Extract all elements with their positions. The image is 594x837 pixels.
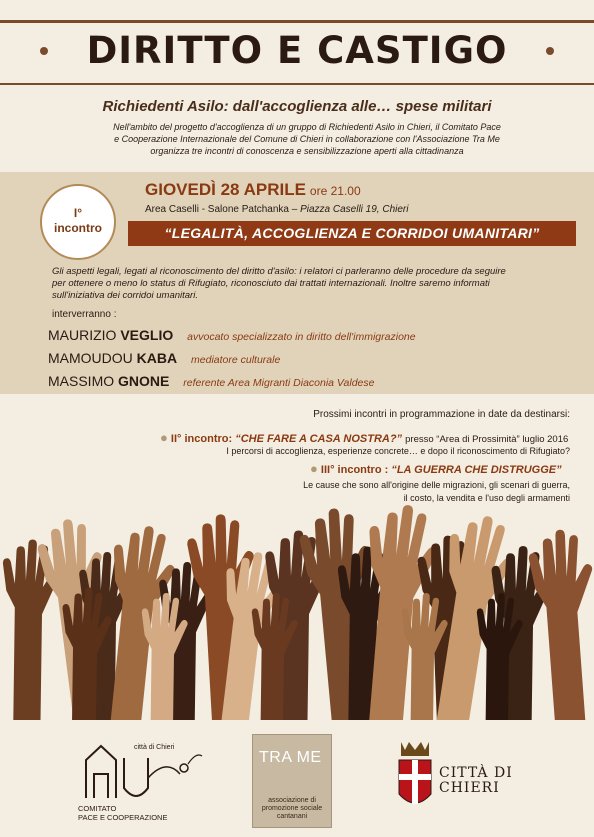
third-desc-line: il costo, la vendita e l'uso degli armamenti	[403, 493, 570, 503]
second-event-title: “CHE FARE A CASA NOSTRA?”	[235, 433, 403, 445]
trame-tagline-line: promozione sociale	[261, 805, 323, 812]
badge-number: I°	[73, 206, 83, 220]
poster-title: DIRITTO E CASTIGO	[86, 29, 508, 72]
speaker-role: referente Area Migranti Diaconia Valdese	[183, 377, 375, 389]
chieri-name-line: CITTÀ DI	[439, 765, 513, 781]
event-title-banner: “LEGALITÀ, ACCOGLIENZA E CORRIDOI UMANITARI”	[128, 221, 576, 246]
comitato-city: città di Chieri	[134, 744, 175, 751]
event-address: Piazza Caselli 19, Chieri	[300, 204, 409, 215]
bullet-icon: ●	[160, 430, 168, 445]
upcoming-heading: Prossimi incontri in programmazione in date da destinarsi:	[313, 409, 570, 420]
event-date-text: GIOVEDÌ 28 APRILE	[145, 180, 306, 199]
second-event-label: II° incontro:	[170, 433, 233, 445]
hand-shape	[527, 527, 594, 720]
second-event-where: presso “Area di Prossimità” luglio 2016	[405, 434, 569, 445]
comitato-name-line: COMITATO	[78, 804, 117, 813]
chieri-name	[439, 766, 513, 796]
speaker-first-name: MAURIZIO	[48, 327, 117, 343]
speaker-last-name: VEGLIO	[120, 327, 174, 343]
raised-hands-illustration	[0, 500, 594, 720]
second-event-description: I percorsi di accoglienza, esperienze concrete… e dopo il riconoscimento di Rifugiato?	[226, 446, 570, 456]
comitato-logo	[76, 738, 206, 828]
intro-paragraph	[60, 121, 554, 157]
badge-label: incontro	[54, 221, 102, 235]
description-line: sull'iniziativa dei corridoi umanitari.	[52, 290, 198, 301]
third-event-label: III° incontro :	[320, 464, 389, 476]
speaker-last-name: KABA	[136, 350, 178, 366]
description-line: Gli aspetti legali, legati al riconoscimento del diritto d'asilo: i relatori ci parleranno delle procedure da seguire	[52, 266, 506, 277]
trame-name: TRA ME	[259, 749, 322, 766]
intro-line: organizza tre incontri di conoscenza e sensibilizzazione aperti alla cittadinanza	[150, 146, 464, 156]
top-rule-lower	[0, 83, 594, 85]
trame-tagline-line: cantanani	[276, 813, 308, 820]
comitato-name	[78, 804, 167, 822]
speaker-role: avvocato specializzato in diritto dell'immigrazione	[187, 331, 416, 343]
bullet-icon: ●	[310, 461, 318, 476]
first-event-badge	[40, 184, 116, 260]
trame-tagline-line: associazione di	[268, 797, 316, 804]
trame-logo	[252, 734, 332, 828]
comitato-name-line: PACE E COOPERAZIONE	[78, 813, 168, 822]
poster-subtitle: Richiedenti Asilo: dall'accoglienza alle… spese militari	[102, 98, 492, 115]
chieri-crest-icon	[395, 738, 435, 828]
second-event	[160, 430, 568, 445]
event-place	[145, 204, 408, 215]
speaker-row	[48, 327, 416, 343]
speaker-row	[48, 350, 280, 366]
event-venue: Area Caselli - Salone Patchanka –	[145, 204, 298, 215]
third-desc-line: Le cause che sono all'origine delle migrazioni, gli scenari di guerra,	[303, 480, 570, 490]
event-date	[145, 180, 361, 200]
chieri-name-line: CHIERI	[439, 780, 500, 796]
speaker-row	[48, 373, 375, 389]
event-description	[52, 266, 568, 302]
chieri-logo	[395, 738, 525, 828]
speaker-first-name: MAMOUDOU	[48, 350, 133, 366]
speaker-last-name: GNONE	[118, 373, 170, 389]
speakers-label: interverranno :	[52, 309, 117, 320]
third-event	[310, 461, 562, 476]
description-line: per ottenere o meno lo status di Rifugiato, riconosciuto dai trattati internazionali. Inoltre saremo informati	[52, 278, 490, 289]
intro-line: Nell'ambito del progetto d'accoglienza di un gruppo di Richiedenti Asilo in Chieri, il Comitato Pace	[113, 122, 501, 132]
speaker-role: mediatore culturale	[191, 354, 281, 366]
third-event-title: “LA GUERRA CHE DISTRUGGE”	[391, 464, 562, 476]
trame-tagline	[257, 797, 327, 821]
event-time: ore 21.00	[309, 184, 361, 198]
top-rule-upper	[0, 20, 594, 23]
speaker-first-name: MASSIMO	[48, 373, 115, 389]
intro-line: e Cooperazione Internazionale del Comune di Chieri in collaborazione con l'Associazione Tra Me	[114, 134, 500, 144]
